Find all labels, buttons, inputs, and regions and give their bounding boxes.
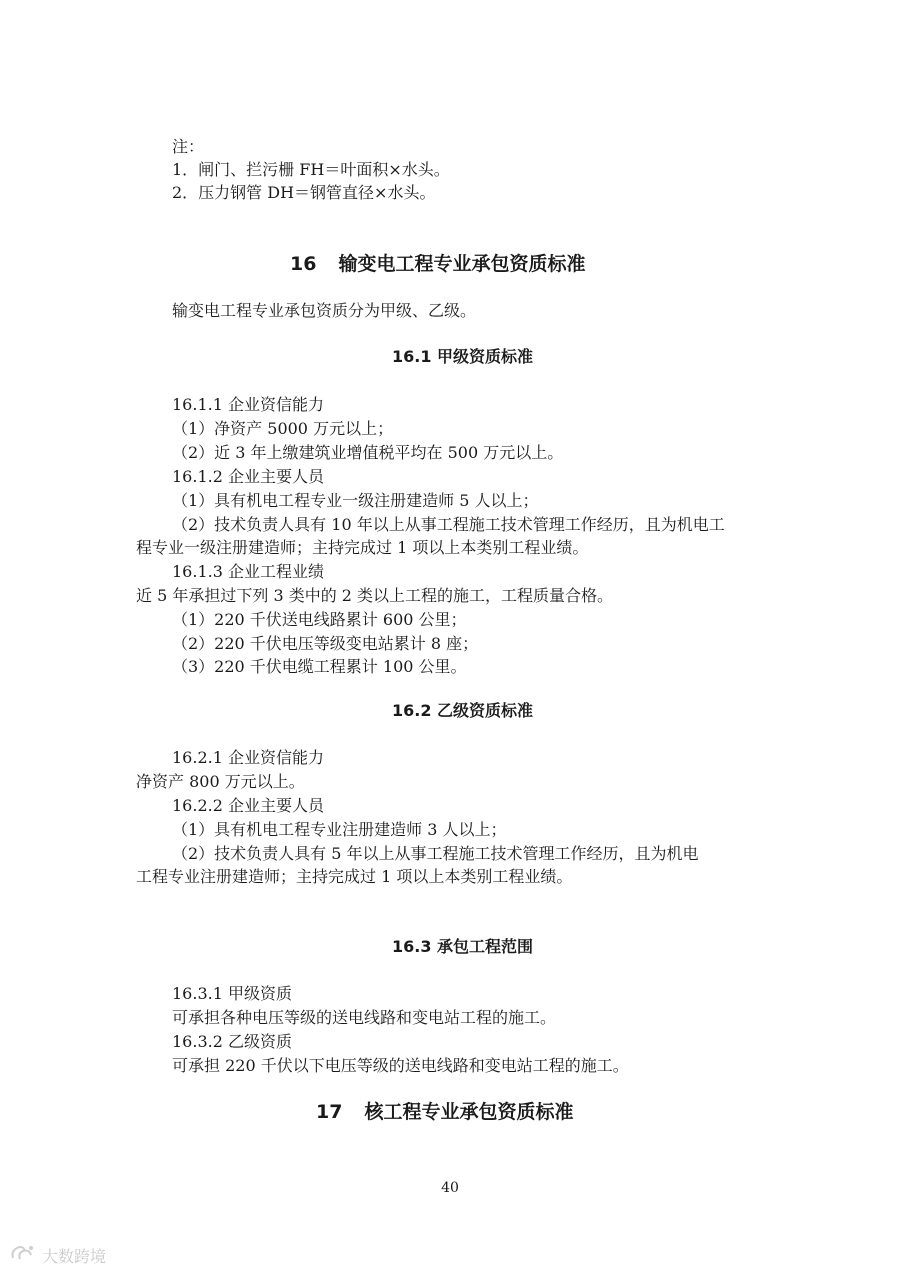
- clause-line: 净资产 800 万元以上。: [136, 772, 305, 791]
- clause-line: 工程专业注册建造师；主持完成过 1 项以上本类别工程业绩。: [136, 867, 573, 886]
- clause-line: 程专业一级注册建造师；主持完成过 1 项以上本类别工程业绩。: [136, 538, 589, 557]
- page-number: 40: [441, 1180, 459, 1196]
- note-item: 1．闸门、拦污栅 FH＝叶面积×水头。: [172, 160, 450, 179]
- clause-line: 可承担各种电压等级的送电线路和变电站工程的施工。: [172, 1008, 557, 1027]
- clause-line: 16.1.2 企业主要人员: [172, 467, 324, 486]
- notes-title: 注：: [172, 137, 205, 156]
- watermark: [10, 1243, 106, 1267]
- section-intro: 输变电工程专业承包资质分为甲级、乙级。: [172, 301, 477, 320]
- subsection-heading: 16.2 乙级资质标准: [392, 701, 534, 720]
- clause-line: 近 5 年承担过下列 3 类中的 2 类以上工程的施工，工程质量合格。: [136, 586, 614, 605]
- clause-line: 可承担 220 千伏以下电压等级的送电线路和变电站工程的施工。: [172, 1056, 629, 1075]
- section-number: 16: [290, 253, 317, 275]
- clause-line: （1）具有机电工程专业一级注册建造师 5 人以上；: [172, 491, 539, 510]
- clause-line: 16.2.1 企业资信能力: [172, 748, 324, 767]
- clause-line: （1）具有机电工程专业注册建造师 3 人以上；: [172, 820, 507, 839]
- note-item: 2．压力钢管 DH＝钢管直径×水头。: [172, 183, 436, 202]
- subsection-heading: 16.1 甲级资质标准: [392, 347, 534, 366]
- clause-line: （2）近 3 年上缴建筑业增值税平均在 500 万元以上。: [172, 443, 564, 462]
- section-16-heading: [290, 251, 585, 277]
- clause-line: （1）净资产 5000 万元以上；: [172, 419, 394, 438]
- section-17-heading: [316, 1099, 573, 1125]
- section-number: 17: [316, 1101, 343, 1123]
- clause-line: （2）技术负责人具有 10 年以上从事工程施工技术管理工作经历，且为机电工: [172, 515, 725, 534]
- clause-line: （1）220 千伏送电线路累计 600 公里；: [172, 610, 467, 629]
- clause-line: 16.3.1 甲级资质: [172, 984, 292, 1003]
- clause-line: （2）220 千伏电压等级变电站累计 8 座；: [172, 634, 479, 653]
- clause-line: 16.3.2 乙级资质: [172, 1032, 292, 1051]
- watermark-text: 大数跨境: [42, 1246, 107, 1266]
- section-title: 输变电工程专业承包资质标准: [338, 253, 586, 275]
- clause-line: 16.2.2 企业主要人员: [172, 796, 324, 815]
- clause-line: （3）220 千伏电缆工程累计 100 公里。: [172, 657, 467, 676]
- section-title: 核工程专业承包资质标准: [364, 1101, 574, 1123]
- clause-line: 16.1.3 企业工程业绩: [172, 562, 324, 581]
- subsection-heading: 16.3 承包工程范围: [392, 937, 534, 956]
- clause-line: 16.1.1 企业资信能力: [172, 395, 324, 414]
- logo-icon: [10, 1243, 36, 1267]
- clause-line: （2）技术负责人具有 5 年以上从事工程施工技术管理工作经历，且为机电: [172, 844, 699, 863]
